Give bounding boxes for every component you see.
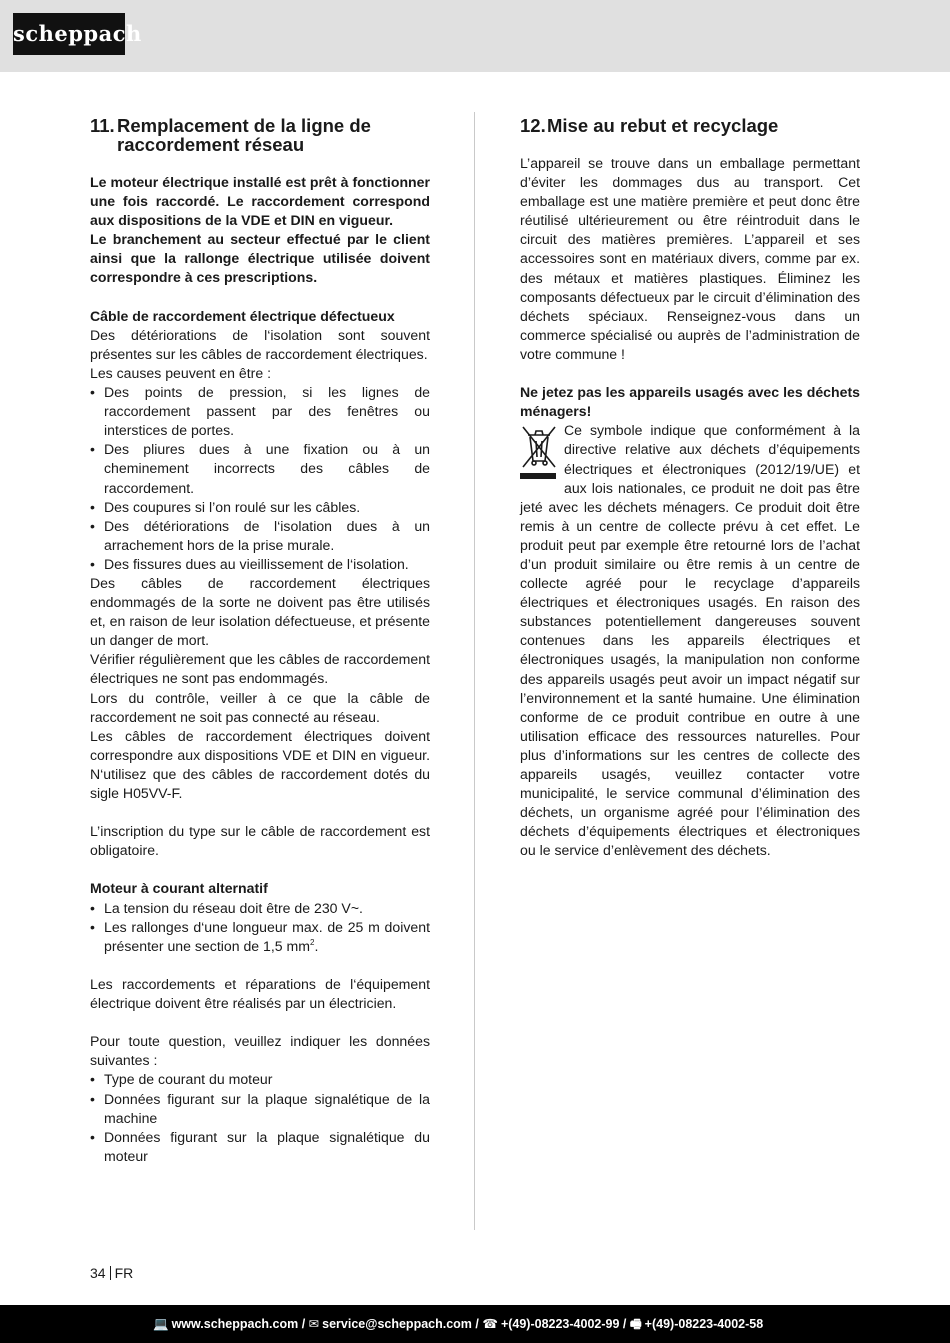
section-11-heading [90,116,430,154]
computer-icon: 💻 [153,1317,169,1331]
list-item: • Des pliures dues à une fixation ou à un cheminement incorrects des câbles de raccordement. [90,440,430,497]
list-item: • Type de courant du moteur [90,1070,430,1089]
question-list [90,1070,430,1165]
list-item: • Données figurant sur la plaque signalétique du moteur [90,1128,430,1166]
cable-paragraph: L’inscription du type sur le câble de raccordement est obligatoire. [90,823,430,859]
footer-email-link[interactable]: service@scheppach.com / [322,1317,479,1331]
footer-fax: +(49)-08223-4002-58 [644,1317,764,1331]
causes-list [90,383,430,574]
list-item: • La tension du réseau doit être de 230 V~. [90,899,430,918]
motor-list [90,899,430,956]
disposal-warning: Ne jetez pas les appareils usagés avec les déchets ménagers! [520,384,860,420]
section-11-number: 11. [90,115,115,136]
list-item: • Des coupures si l’on roulé sur les câbles. [90,498,430,517]
footer-phone: +(49)-08223-4002-99 / [500,1317,627,1331]
cable-subheading: Câble de raccordement électrique défectueux [90,307,395,324]
column-divider [474,112,475,1230]
footer-website-link[interactable]: www.scheppach.com / [171,1317,306,1331]
intro-paragraph-1: Le moteur électrique installé est prêt à fonctionner une fois raccordé. Le raccordement correspond aux dispositions de la VDE et DIN en vigueur. [90,174,430,229]
cable-paragraph: Des câbles de raccordement électriques endommagés de la sorte ne doivent pas être utilisés et, en raison de leur isolation défectueuse, et présente un danger de mort. [90,574,430,649]
header-bar [0,0,950,72]
fax-icon: 🖷 [629,1317,642,1331]
brand-logo: scheppach [13,13,125,55]
section-12-title: Mise au rebut et recyclage [547,115,779,136]
section-12-number: 12. [520,115,546,136]
cable-paragraph: Les câbles de raccordement électriques doivent correspondre aux dispositions VDE et DIN en vigueur. N‘utilisez que des câbles de raccordement dotés du sigle H05VV-F. [90,727,430,801]
section-11 [90,116,430,1166]
question-paragraph: Pour toute question, veuillez indiquer les données suivantes : [90,1033,430,1069]
weee-paragraph: Ce symbole indique que conformément à la directive relative aux déchets d’équipements électriques et électroniques (2012/19/UE) et aux lois nationales, ce produit ne doit pas être jeté avec les déchets ménagers. Ce produit doit être remis à un centre de collecte prévu à cet effet. Le produit peut par exemple être retourné lors de l’achat d’un produit similaire ou être remis à un centre de collecte agréé pour le recyclage d’appareils électriques et électroniques usagés. En raison des substances potentiellement dangereuses souvent contenues dans les appareils électriques et électroniques usagés, la manipulation non conforme des appareils usagés peut avoir un impact négatif sur l’environnement et la santé humaine. Une élimination conforme de ce produit contribue en outre à une utilisation efficace des ressources naturelles. Pour plus d’informations sur les centres de collecte des appareils usagés, veuillez contacter votre municipalité, le service communal d’élimination des déchets, un organisme agréé pour l’élimination des déchets d’équipements électriques et électroniques ou le service d’enlèvement des déchets. [520,422,860,859]
crossed-bin-icon [520,423,558,483]
list-item: • Données figurant sur la plaque signalétique de la machine [90,1090,430,1128]
cable-paragraph: Les causes peuvent en être : [90,364,271,381]
list-item: • Des détériorations de l‘isolation dues à un arrachement hors de la prise murale. [90,517,430,555]
footer-bar [0,1305,950,1343]
cable-paragraph: Vérifier régulièrement que les câbles de raccordement électriques ne sont pas endommagés. [90,651,430,687]
page-number-value: 34 [90,1265,106,1281]
motor-subheading: Moteur à courant alternatif [90,880,268,897]
section-12 [520,116,860,860]
cable-paragraph: Lors du contrôle, veiller à ce que la câble de raccordement ne soit pas connecté au réseau. [90,689,430,725]
section-11-title: Remplacement de la ligne de raccordement réseau [117,115,371,155]
mail-icon: ✉ [308,1317,320,1331]
phone-icon: ☎ [482,1317,498,1331]
repair-paragraph: Les raccordements et réparations de l‘équipement électrique doivent être réalisés par un électricien. [90,975,430,1012]
list-item: • Les rallonges d‘une longueur max. de 25 m doivent présenter une section de 1,5 $mm^2$. [90,918,430,956]
page-number [90,1265,133,1281]
intro-paragraph-2: Le branchement au secteur effectué par le client ainsi que la rallonge électrique utilisée doivent correspondre à ces prescriptions. [90,231,430,286]
packaging-paragraph: L’appareil se trouve dans un emballage permettant d’éviter les dommages dus au transport. Cet emballage est une matière première et peut donc être réutilisé ultérieurement ou être réintroduit dans le circuit des matières premières. L’appareil et ses accessoires sont en matériaux divers, comme par ex. des métaux et matières plastiques. Éliminez les composants défectueux par le circuit d’élimination des déchets spéciaux. Renseignez-vous dans un commerce spécialisé ou auprès de l’administration de votre commune ! [520,155,860,362]
cable-paragraph: Des détériorations de l‘isolation sont souvent présentes sur les câbles de raccordement électriques. [90,326,430,362]
list-item: • Des points de pression, si les lignes de raccordement passent par des fenêtres ou interstices de portes. [90,383,430,440]
section-12-heading [520,116,860,135]
list-item: • Des fissures dues au vieillissement de l‘isolation. [90,555,430,574]
page-language: FR [114,1265,134,1281]
